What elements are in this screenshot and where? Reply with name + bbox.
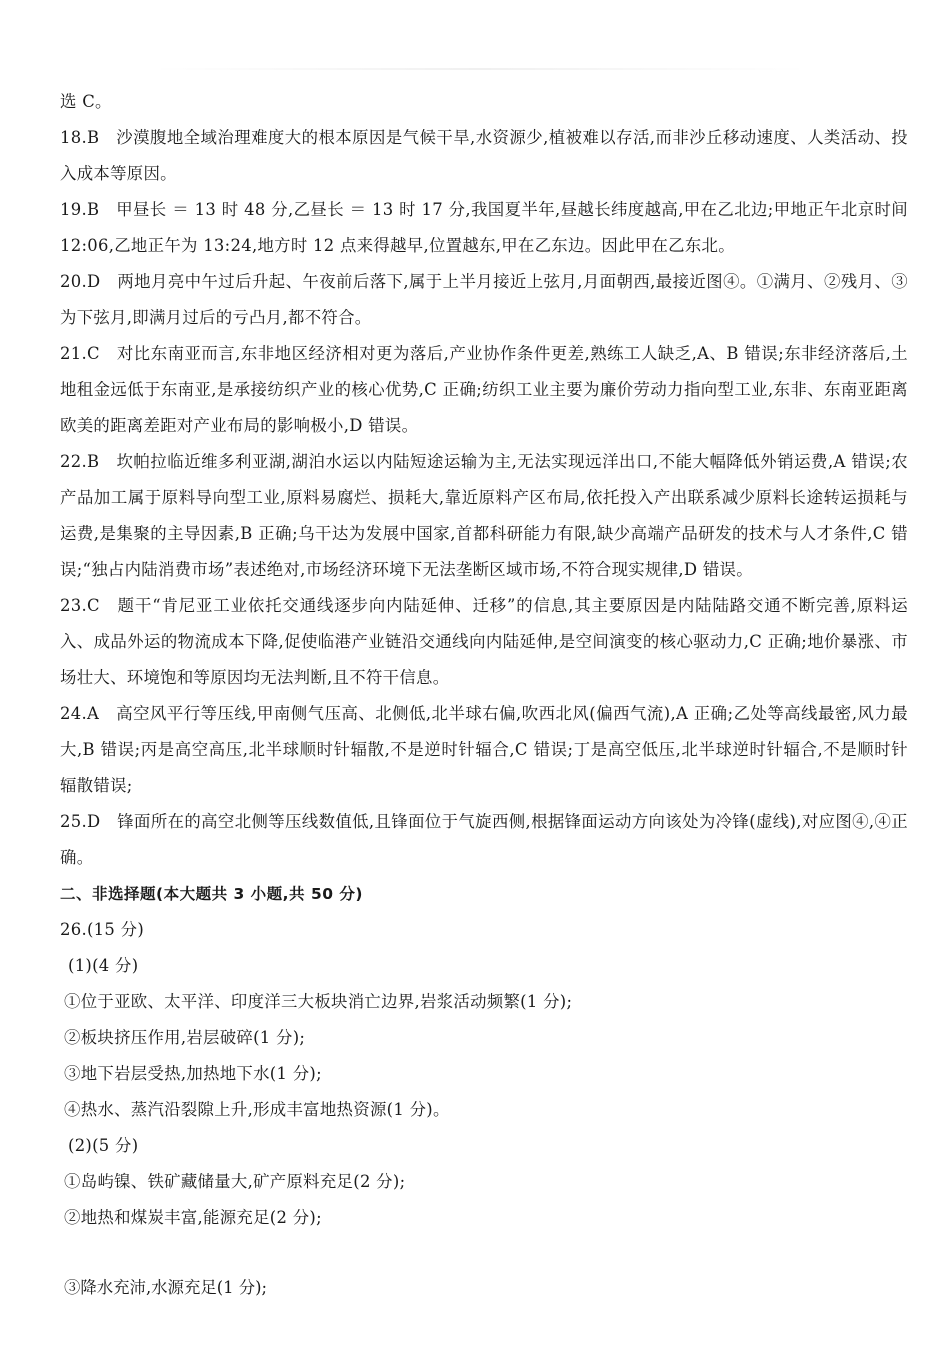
- q26-part1-item-2: ②板块挤压作用,岩层破碎(1 分);: [64, 1028, 306, 1047]
- q26-part1-title: (1)(4 分): [68, 956, 139, 975]
- answer-line-c: 选 C。: [60, 92, 112, 111]
- q26-part1-item-3: ③地下岩层受热,加热地下水(1 分);: [64, 1064, 322, 1083]
- answer-content: [60, 84, 908, 1236]
- q26-part2-item-2: ②地热和煤炭丰富,能源充足(2 分);: [64, 1208, 322, 1227]
- question-26-title: 26.(15 分): [60, 920, 145, 939]
- section-heading-non-choice: 二、非选择题(本大题共 3 小题,共 50 分): [60, 885, 363, 903]
- answer-19: 19.B 甲昼长 ＝ 13 时 48 分,乙昼长 ＝ 13 时 17 分,我国夏半年,昼越长纬度越高,甲在乙北边;甲地正午北京时间 12:06,乙地正午为 13:24,地方时 12 点来得越早,位置越东,甲在乙东边。因此甲在乙东北。: [60, 200, 908, 255]
- q26-part2-item-1: ①岛屿镍、铁矿藏储量大,矿产原料充足(2 分);: [64, 1172, 406, 1191]
- q26-part2-item-3: ③降水充沛,水源充足(1 分);: [64, 1278, 268, 1297]
- answer-22: 22.B 坎帕拉临近维多利亚湖,湖泊水运以内陆短途运输为主,无法实现远洋出口,不能大幅降低外销运费,A 错误;农产品加工属于原料导向型工业,原料易腐烂、损耗大,靠近原料产区布局,依托投入产出联系减少原料长途转运损耗与运费,是集聚的主导因素,B 正确;乌干达为发展中国家,首都科研能力有限,缺少高端产品研发的技术与人才条件,C 错误;“独占内陆消费市场”表述绝对,市场经济环境下无法垄断区域市场,不符合现实规律,D 错误。: [60, 452, 908, 579]
- cut-off-line: [60, 1271, 460, 1297]
- q26-part2-title: (2)(5 分): [68, 1136, 139, 1155]
- answer-25: 25.D 锋面所在的高空北侧等压线数值低,且锋面位于气旋西侧,根据锋面运动方向该处为冷锋(虚线),对应图④,④正确。: [60, 812, 908, 867]
- q26-part1-item-1: ①位于亚欧、太平洋、印度洋三大板块消亡边界,岩浆活动频繁(1 分);: [64, 992, 573, 1011]
- answer-20: 20.D 两地月亮中午过后升起、午夜前后落下,属于上半月接近上弦月,月面朝西,最接近图④。①满月、②残月、③为下弦月,即满月过后的亏凸月,都不符合。: [60, 272, 908, 327]
- answer-23: 23.C 题干“肯尼亚工业依托交通线逐步向内陆延伸、迁移”的信息,其主要原因是内陆陆路交通不断完善,原料运入、成品外运的物流成本下降,促使临港产业链沿交通线向内陆延伸,是空间演变的核心驱动力,C 正确;地价暴涨、市场壮大、环境饱和等原因均无法判断,且不符干信息。: [60, 596, 908, 687]
- answer-21: 21.C 对比东南亚而言,东非地区经济相对更为落后,产业协作条件更差,熟练工人缺乏,A、B 错误;东非经济落后,土地租金远低于东南亚,是承接纺织产业的核心优势,C 正确;纺织工业主要为廉价劳动力指向型工业,东非、东南亚距离欧美的距离差距对产业布局的影响极小,D 错误。: [60, 344, 908, 435]
- scan-edge-shadow: [150, 68, 810, 70]
- q26-part1-item-4: ④热水、蒸汽沿裂隙上升,形成丰富地热资源(1 分)。: [64, 1100, 450, 1119]
- answer-18: 18.B 沙漠腹地全域治理难度大的根本原因是气候干旱,水资源少,植被难以存活,而非沙丘移动速度、人类活动、投入成本等原因。: [60, 128, 908, 183]
- answer-24: 24.A 高空风平行等压线,甲南侧气压高、北侧低,北半球右偏,吹西北风(偏西气流),A 正确;乙处等高线最密,风力最大,B 错误;丙是高空高压,北半球顺时针辐散,不是逆时针辐合,C 错误;丁是高空低压,北半球逆时针辐合,不是顺时针辐散错误;: [60, 704, 908, 795]
